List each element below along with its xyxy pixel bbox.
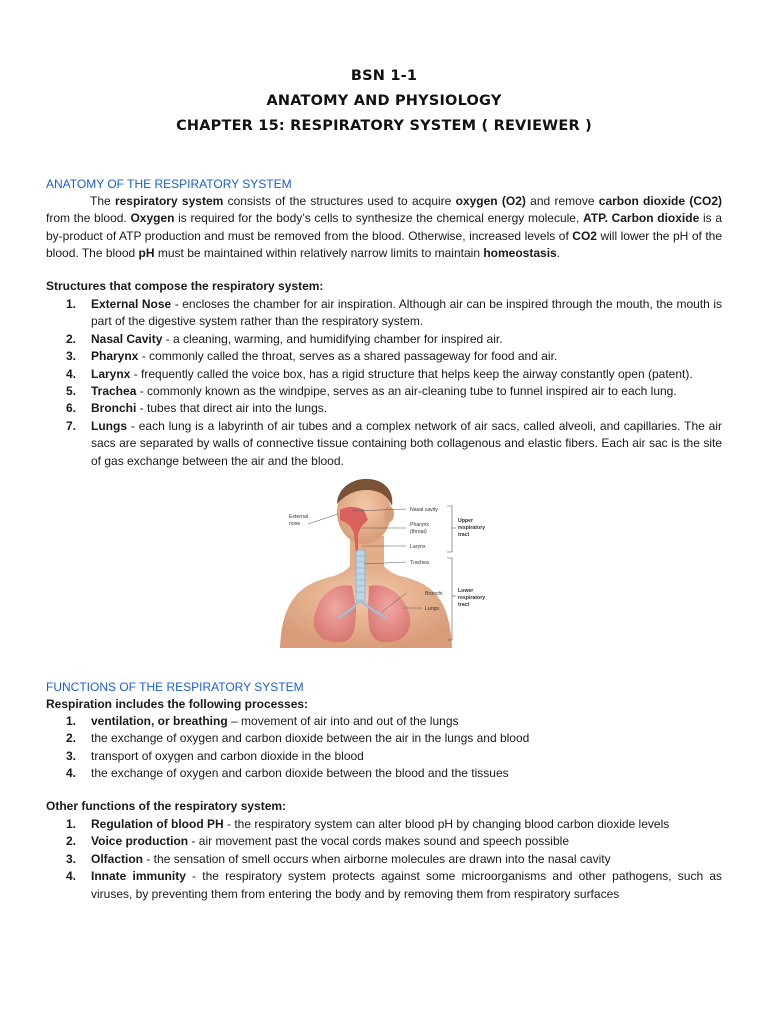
label-lower-line2: respiratory	[458, 595, 486, 601]
other-functions-list	[46, 816, 722, 903]
list-item-text: the exchange of oxygen and carbon dioxide between the blood and the tissues	[91, 766, 509, 781]
list-item	[46, 833, 722, 850]
list-item-term: External Nose	[91, 297, 172, 311]
list-item	[46, 383, 722, 400]
respiratory-anatomy-illustration	[272, 478, 496, 648]
label-external-nose-line1: External	[289, 514, 309, 520]
list-item-number: 2.	[66, 331, 77, 346]
list-item-text: - a cleaning, warming, and humidifying chamber for inspired air.	[162, 331, 503, 346]
label-nasal-cavity: Nasal cavity	[410, 507, 438, 513]
label-pharynx-line1: Pharynx	[410, 522, 430, 528]
list-item-number: 4.	[66, 869, 77, 884]
list-item-text: - the respiratory system can alter blood pH by changing blood carbon dioxide levels	[223, 817, 670, 831]
label-external-nose-line2: nose	[289, 521, 301, 527]
list-item-number: 5.	[66, 384, 77, 399]
list-item-term: ventilation, or breathing	[91, 714, 228, 728]
course-section-title: BSN 1-1	[350, 68, 418, 84]
list-item-number: 1.	[66, 297, 77, 311]
anatomy-intro-paragraph: The respiratory system consists of the structures used to acquire oxygen (O2) and remove carbon dioxide (CO2) from the blood. Oxygen is required for the body’s cells to synthesize the chemical energy molecule, ATP. Carbon dioxide is a by-product of ATP production and must be removed from the blood. Otherwise, increased levels of CO2 will lower the pH of the blood. The blood pH must be maintained within relatively narrow limits to maintain homeostasis.	[46, 194, 723, 261]
list-item-term: Nasal Cavity	[91, 331, 163, 346]
list-item	[46, 851, 722, 868]
list-item	[46, 400, 722, 417]
list-item-text: - air movement past the vocal cords makes sound and speech possible	[188, 834, 569, 849]
list-item-number: 3.	[66, 748, 77, 763]
list-item-number: 1.	[66, 714, 77, 728]
list-item	[46, 868, 722, 903]
label-pharynx-line2: (throat)	[410, 529, 427, 535]
label-trachea: Trachea	[410, 560, 429, 566]
list-item	[46, 296, 722, 331]
list-item-text: - the sensation of smell occurs when airborne molecules are drawn into the nasal cavity	[143, 851, 611, 866]
list-item	[46, 765, 722, 782]
list-item	[46, 331, 722, 348]
structures-list	[46, 296, 722, 470]
label-upper-line1: Upper	[458, 518, 473, 524]
subject-title: ANATOMY AND PHYSIOLOGY	[266, 93, 502, 109]
label-bronchi: Bronchi	[425, 591, 443, 597]
label-lungs: Lungs	[425, 606, 440, 612]
list-item-number: 3.	[66, 349, 77, 364]
functions-section-heading: FUNCTIONS OF THE RESPIRATORY SYSTEM	[46, 680, 304, 694]
list-item-number: 6.	[66, 401, 77, 416]
list-item	[46, 816, 722, 833]
list-item-term: Olfaction	[91, 851, 144, 866]
anatomy-section-heading: ANATOMY OF THE RESPIRATORY SYSTEM	[46, 177, 292, 191]
list-item-term: Lungs	[91, 418, 127, 433]
list-item-number: 4.	[66, 366, 77, 381]
label-larynx: Larynx	[410, 544, 426, 550]
respiratory-system-figure	[272, 478, 496, 648]
other-functions-heading: Other functions of the respiratory system:	[46, 799, 287, 813]
processes-list	[46, 713, 722, 783]
list-item-term: Larynx	[91, 366, 131, 381]
list-item-text: the exchange of oxygen and carbon dioxide between the air in the lungs and blood	[91, 731, 530, 746]
list-item-number: 3.	[66, 851, 77, 866]
list-item-term: Innate immunity	[91, 869, 186, 884]
list-item-term: Voice production	[91, 834, 189, 849]
label-upper-line3: tract	[458, 532, 470, 538]
list-item-term: Regulation of blood PH	[91, 817, 224, 831]
list-item-text: - encloses the chamber for air inspiration. Although air can be inspired through the mouth, the mouth is part of the digestive system rather than the respiratory system.	[91, 297, 722, 329]
list-item	[46, 748, 722, 765]
list-item-text: – movement of air into and out of the lungs	[227, 714, 459, 728]
list-item-number: 2.	[66, 731, 77, 746]
list-item-text: - frequently called the voice box, has a rigid structure that helps keep the airway constantly open (patent).	[130, 366, 693, 381]
list-item	[46, 366, 722, 383]
list-item	[46, 418, 722, 470]
chapter-title: CHAPTER 15: RESPIRATORY SYSTEM ( REVIEWER )	[176, 118, 592, 134]
list-item-term: Bronchi	[91, 401, 137, 416]
list-item	[46, 730, 722, 747]
label-upper-line2: respiratory	[458, 525, 486, 531]
ear-shape	[384, 506, 394, 522]
list-item-text: - each lung is a labyrinth of air tubes and a complex network of air sacs, called alveoli, and capillaries. The air sacs are separated by walls of connective tissue containing both collagenous and elastic fibers. Each air sac is the site of gas exchange between the air and the blood.	[91, 418, 722, 468]
list-item-text: transport of oxygen and carbon dioxide in the blood	[91, 748, 364, 763]
list-item-text: - the respiratory system protects against some microorganisms and other pathogens, such as viruses, by preventing them from entering the body and by removing them from respiratory surfaces	[91, 869, 722, 901]
list-item-text: - commonly known as the windpipe, serves as an air-cleaning tube to funnel inspired air to each lung.	[136, 384, 677, 399]
structures-heading: Structures that compose the respiratory system:	[46, 279, 324, 293]
list-item-number: 2.	[66, 834, 77, 849]
list-item-number: 7.	[66, 418, 77, 433]
list-item-number: 1.	[66, 817, 77, 831]
list-item-number: 4.	[66, 766, 77, 781]
list-item-text: - commonly called the throat, serves as a shared passageway for food and air.	[138, 349, 558, 364]
label-lower-line1: Lower	[458, 588, 474, 594]
list-item-term: Pharynx	[91, 349, 139, 364]
trachea-shape	[356, 550, 365, 602]
list-item	[46, 713, 722, 730]
label-lower-line3: tract	[458, 602, 470, 608]
list-item-text: - tubes that direct air into the lungs.	[136, 401, 328, 416]
list-item	[46, 348, 722, 365]
document-title-block	[0, 64, 768, 139]
list-item-term: Trachea	[91, 384, 137, 399]
processes-heading: Respiration includes the following processes:	[46, 697, 309, 711]
